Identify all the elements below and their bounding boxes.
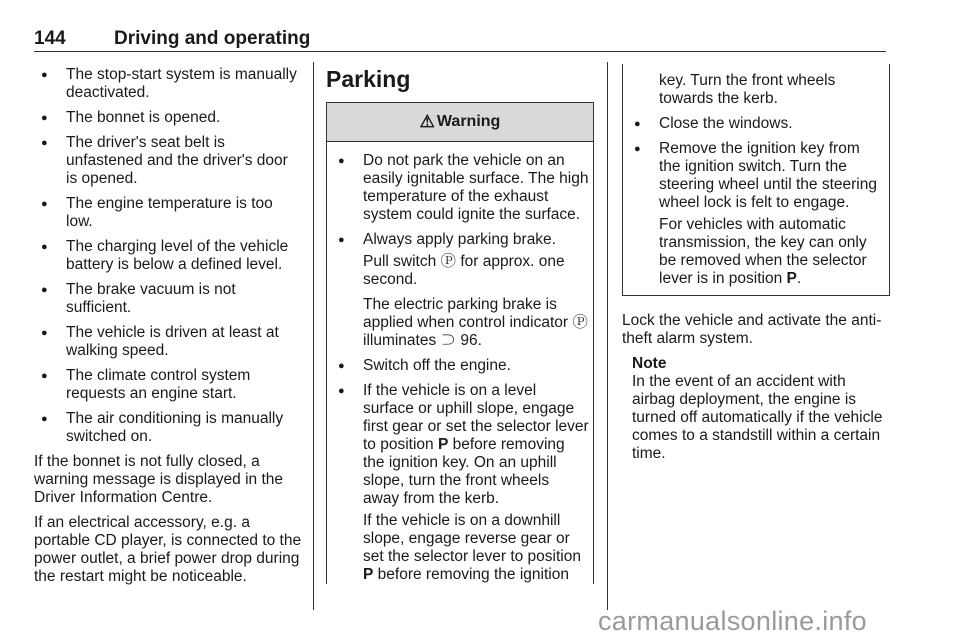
parking-brake-icon: Ⓟ [572,314,588,331]
position-p: P [437,436,449,453]
column-middle [326,66,594,584]
list-item [331,382,589,584]
list-item [331,231,589,350]
stop-start-conditions-list [34,66,302,446]
note-text: In the event of an accident with airbag deployment, the engine is turned off automatically if the vehicle comes to a standstill within a certain time. [632,373,883,462]
page-header [34,24,886,54]
continued-text: key. Turn the front wheels towards the kerb. [659,72,836,107]
warning-box [326,102,594,584]
list-item: ● Do not park the vehicle on an easily ignitable surface. The high temperature of the exhaust system could ignite the surface. [331,152,589,224]
warning-triangle-icon: ⚠ [419,112,435,131]
text: before removing the ignition key. On an uphill slope, turn the front wheels away from the kerb. [363,436,565,507]
lock-paragraph: Lock the vehicle and activate the anti-theft alarm system. [622,312,882,347]
list-item-text: Always apply parking brake. [363,231,556,248]
list-item: ● The bonnet is opened. [34,109,302,127]
list-item: ● Switch off the engine. [331,357,589,375]
column-divider-left [313,62,314,610]
page-reference-icon: ⊃ [440,332,457,349]
warning-body [327,142,593,584]
sub-paragraph [363,512,589,584]
sub-paragraph [363,253,589,289]
text: for approx. one second. [363,253,565,288]
list-item: ● The stop-start system is manually deactivated. [34,66,302,102]
column-right [622,64,890,463]
text: If the vehicle is on a downhill slope, engage reverse gear or set the selector lever to position [363,512,581,565]
list-item: ● The charging level of the vehicle battery is below a defined level. [34,238,302,274]
warning-header [327,103,593,142]
text: . [796,270,802,287]
sub-paragraph [659,216,885,288]
parking-heading: Parking [326,66,411,92]
header-rule [34,51,886,52]
text: Pull switch [363,253,441,270]
position-p: P [363,566,374,583]
text: illuminates [363,332,441,349]
list-item [627,140,885,288]
parking-brake-icon: Ⓟ [440,253,457,270]
watermark: carmanualsonline.info [598,606,867,636]
bonnet-paragraph: If the bonnet is not fully closed, a warning message is displayed in the Driver Information Centre. [34,453,283,506]
list-item: ● The brake vacuum is not sufficient. [34,281,302,317]
text: If the vehicle is on a level surface or uphill slope, engage first gear or set the selector lever to position [363,382,589,453]
text: before removing the ignition [373,566,569,583]
section-title: Driving and operating [114,28,311,49]
list-item: ● The air conditioning is manually switched on. [34,410,302,446]
page-number: 144 [34,28,66,49]
list-item: ● Close the windows. [627,115,885,133]
accessory-paragraph: If an electrical accessory, e.g. a portable CD player, is connected to the power outlet, a brief power drop during the restart might be noticeable. [34,514,302,585]
warning-box-continued [622,64,890,296]
column-left [34,66,302,593]
warning-title: Warning [436,113,501,130]
position-p: P [786,270,797,287]
text: Remove the ignition key from the ignition switch. Turn the steering wheel until the steering wheel lock is felt to engage. [659,140,877,211]
list-item: ● The driver's seat belt is unfastened and the driver's door is opened. [34,134,302,188]
list-item: ● The vehicle is driven at least at walking speed. [34,324,302,360]
note-title: Note [632,355,667,372]
sub-paragraph [363,296,589,350]
list-item: ● The engine temperature is too low. [34,195,302,231]
text: The electric parking brake is applied when control indicator [363,296,573,331]
column-divider-right [607,62,608,610]
list-item: ● The climate control system requests an engine start. [34,367,302,403]
page-reference: 96. [456,332,482,349]
note-block [632,355,890,463]
text: For vehicles with automatic transmission, the key can only be removed when the selector lever is in position [659,216,867,287]
